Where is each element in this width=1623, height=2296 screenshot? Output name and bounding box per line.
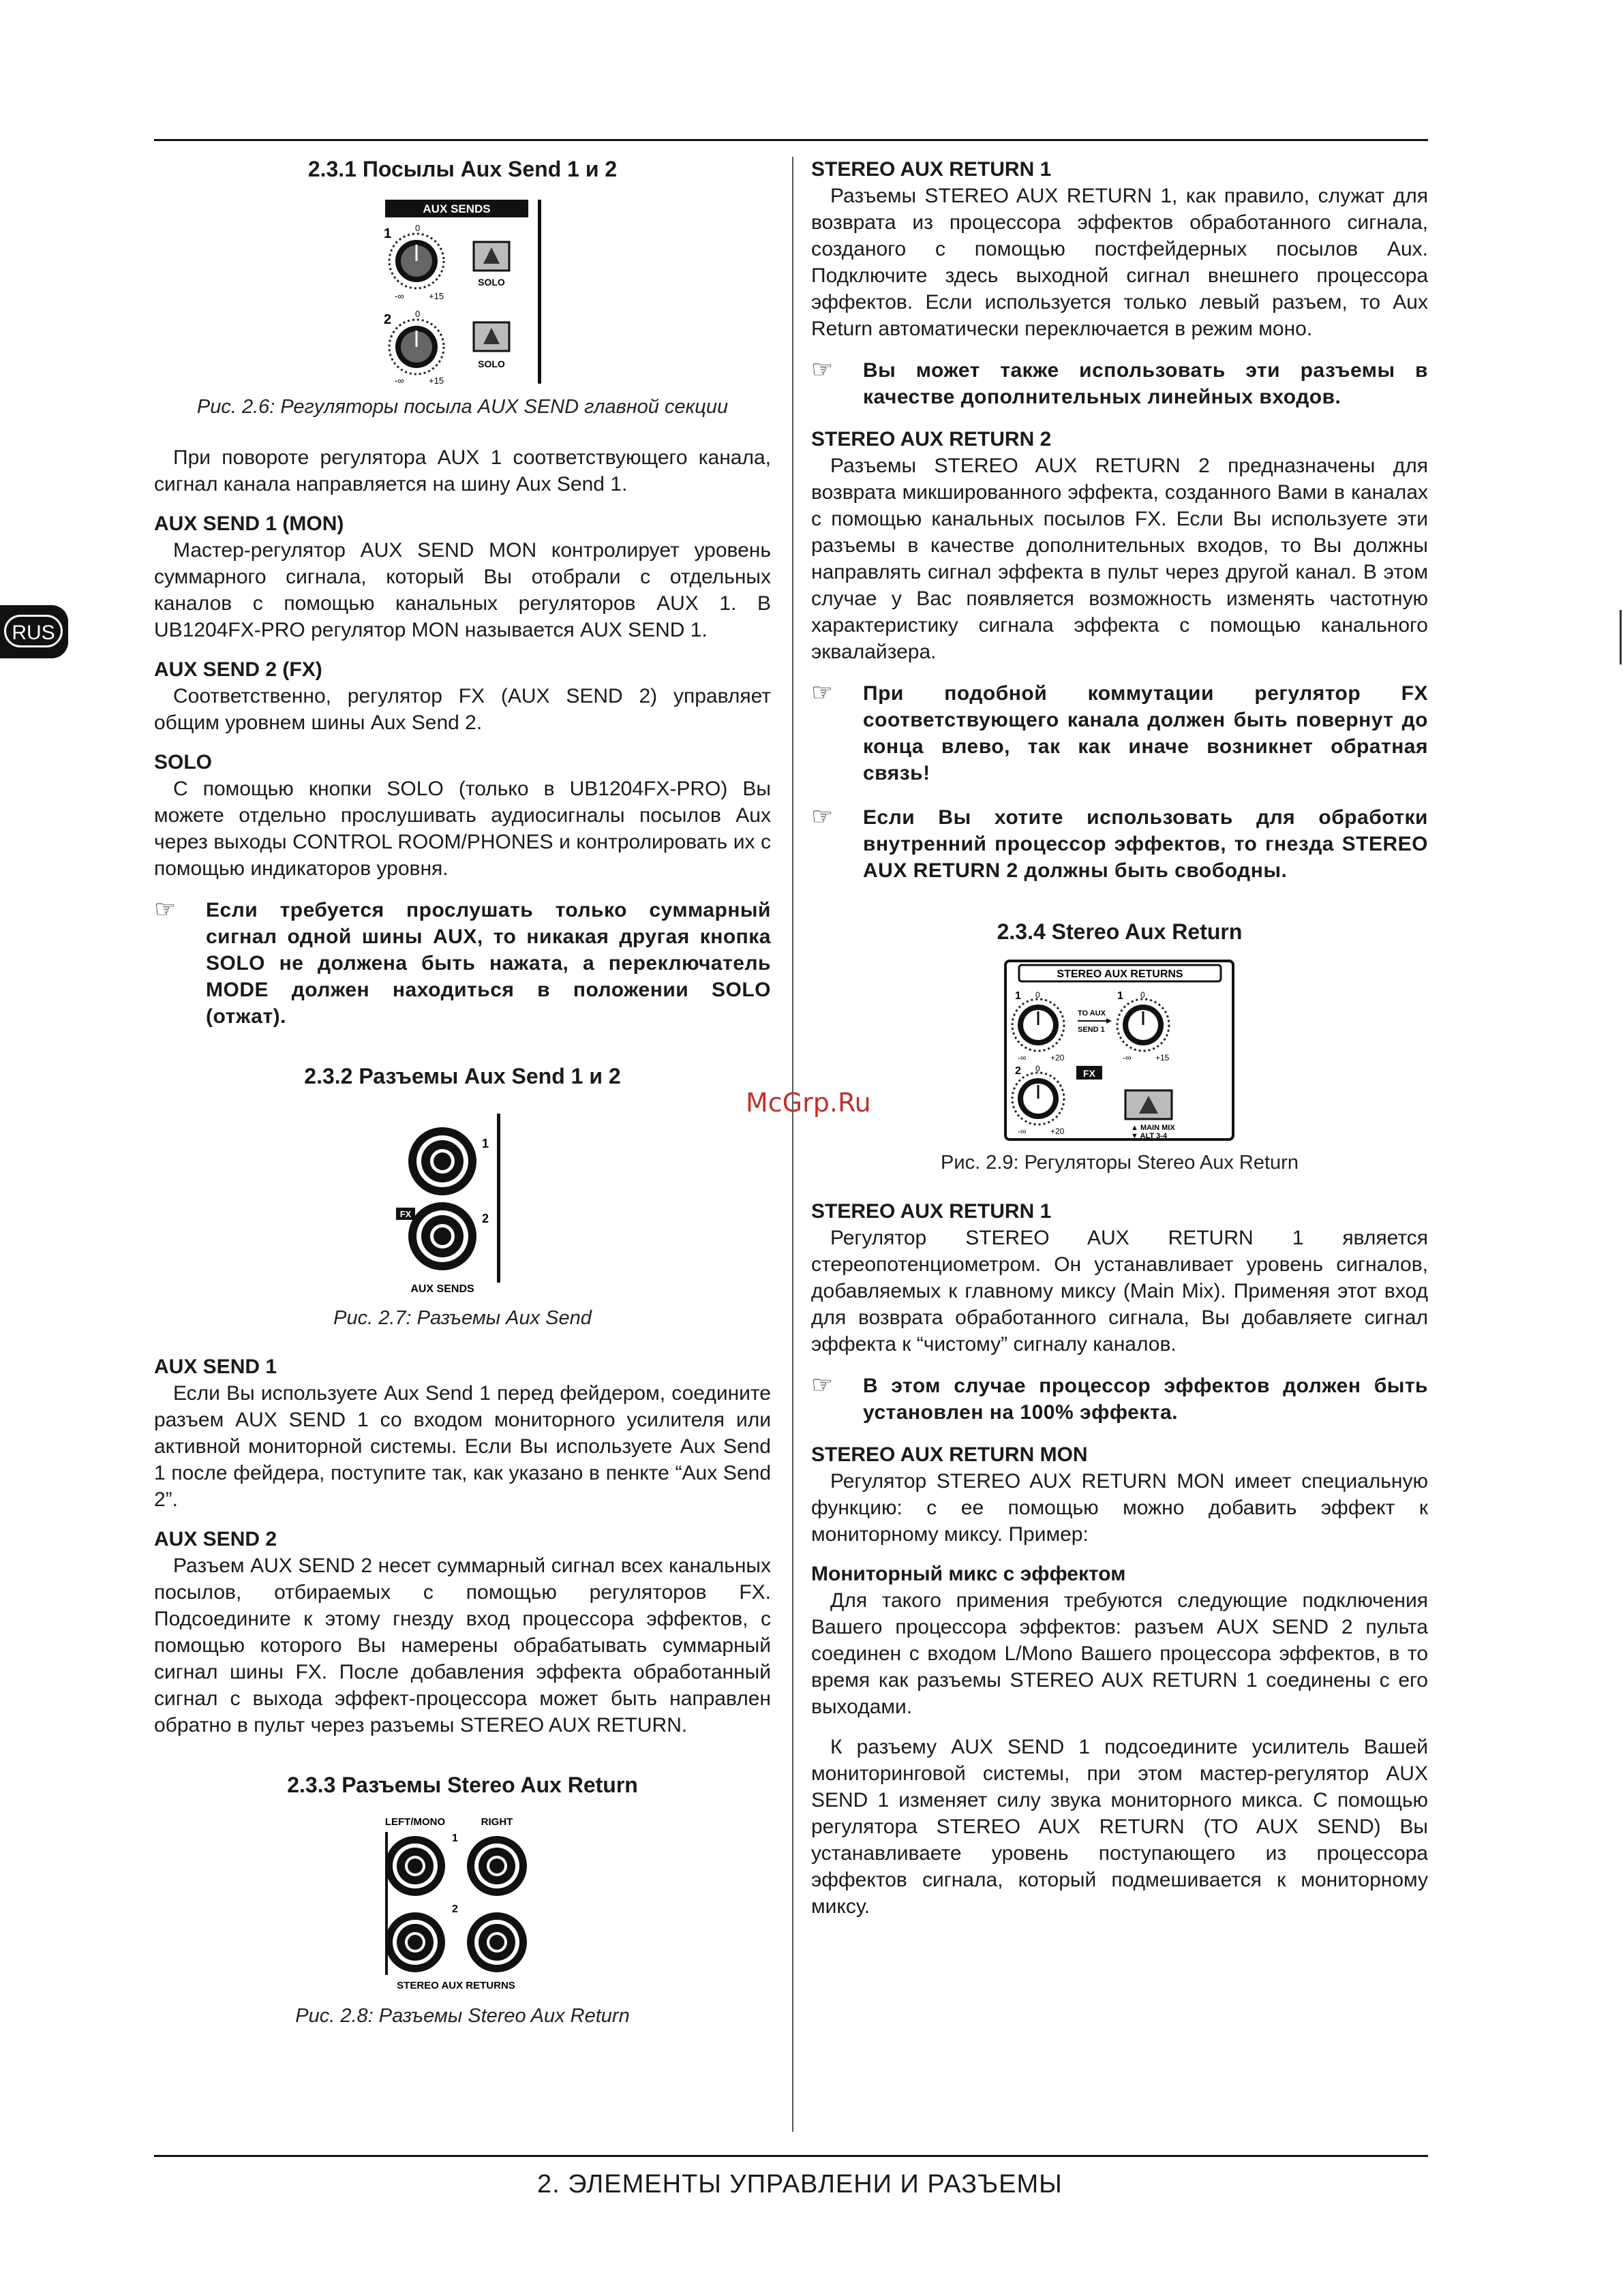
knob-2-zero: 0	[414, 309, 420, 319]
language-tab-label: RUS	[4, 615, 63, 647]
column-divider	[792, 157, 793, 2132]
paragraph: Регулятор STEREO AUX RETURN MON имеет специальную функцию: с ее помощью можно добавить эффект к мониторному миксу. Пример:	[811, 1470, 1428, 1546]
svg-text:+15: +15	[1155, 1053, 1169, 1062]
svg-text:0: 0	[1035, 990, 1040, 1000]
knob-2-min: -∞	[394, 376, 404, 386]
knob-1-number: 1	[383, 226, 391, 241]
language-tab	[0, 605, 68, 658]
knob-2-max: +15	[428, 376, 444, 386]
heading-monitor-mix-example: Мониторный микс с эффектом	[811, 1563, 1126, 1585]
right-column	[811, 158, 1428, 1925]
jack-2-number: 2	[481, 1212, 489, 1225]
svg-text:+20: +20	[1050, 1053, 1064, 1062]
svg-text:-∞: -∞	[1017, 1053, 1027, 1062]
aux-sends-label: AUX SENDS	[410, 1283, 474, 1295]
figure-aux-send-controls	[381, 196, 545, 386]
solo-label-2: SOLO	[477, 358, 505, 369]
note-internal-fx	[811, 804, 1428, 884]
svg-text:▼ ALT 3-4: ▼ ALT 3-4	[1130, 1132, 1167, 1140]
svg-text:1: 1	[1117, 990, 1123, 1002]
note-linear-inputs	[811, 357, 1428, 410]
fig-header-label: AUX SENDS	[422, 202, 491, 215]
heading-stereo-aux-return-1: STEREO AUX RETURN 1	[811, 1200, 1052, 1223]
paragraph: К разъему AUX SEND 1 подсоедините усилитель Вашей мониторинговой системы, при этом мастер-регулятор AUX SEND 1 изменяет силу звука мониторного микса. С помощью регулятора STEREO AUX RETURN (TO AUX SEND) Вы устанавливаете уровень поступающего из процессора эффектов сигнала, который подмешивается к мониторному миксу.	[811, 1736, 1428, 1918]
figure-2-8-caption: Рис. 2.8: Разъемы Stereo Aux Return	[295, 2005, 630, 2027]
svg-text:-∞: -∞	[1122, 1053, 1132, 1062]
svg-text:-∞: -∞	[1017, 1127, 1027, 1136]
heading-stereo-aux-return-2: STEREO AUX RETURN 2	[811, 428, 1052, 450]
section-2-3-1-title: 2.3.1 Посылы Aux Send 1 и 2	[307, 157, 618, 181]
return-2-number: 2	[451, 1903, 458, 1915]
figure-2-7-caption: Рис. 2.7: Разъемы Aux Send	[333, 1307, 592, 1329]
note-text: В этом случае процессор эффектов должен быть установлен на 100% эффекта.	[863, 1375, 1428, 1424]
pointing-hand-icon: ☞	[811, 1371, 834, 1398]
figure-stereo-aux-return-jacks	[374, 1811, 551, 1995]
jack-1-number: 1	[481, 1137, 489, 1150]
heading-stereo-aux-return-mon: STEREO AUX RETURN MON	[811, 1443, 1088, 1466]
right-label: RIGHT	[481, 1816, 513, 1828]
fx-badge: FX	[1082, 1068, 1095, 1079]
fx-badge: FX	[399, 1209, 411, 1219]
knob-2-number: 2	[383, 312, 391, 327]
solo-label-1: SOLO	[477, 277, 505, 288]
stereo-aux-returns-label: STEREO AUX RETURNS	[396, 1980, 515, 1991]
svg-text:1: 1	[1014, 990, 1021, 1002]
pointing-hand-icon: ☞	[811, 355, 834, 383]
heading-solo: SOLO	[154, 751, 213, 774]
svg-text:2: 2	[1014, 1065, 1021, 1077]
paragraph: Регулятор STEREO AUX RETURN 1 является стереопотенциометром. Он устанавливает уровень сигналов, добавляемых к главному миксу (Main Mix). Применяя этот вход для возврата обработанного сигнала, Вы добавляете сигнал эффекта к “чистому” сигналу каналов.	[811, 1227, 1428, 1356]
paragraph: Если Вы используете Aux Send 1 перед фейдером, соедините разъем AUX SEND 1 со входом мониторного усилителя или активной мониторной системы. Если Вы используете Aux Send 1 после фейдера, поступите так, как указано в пенкте “Aux Send 2”.	[154, 1382, 771, 1511]
paragraph: Разъемы STEREO AUX RETURN 1, как правило, служат для возврата из процессора эффектов обработанного сигнала, созданого с помощью постфейдерных посылов Aux. Подключите здесь выходной сигнал внешнего процессора эффектов. Если используется только левый разъем, то Aux Return автоматически переключается в режим моно.	[811, 185, 1428, 340]
paragraph: При повороте регулятора AUX 1 соответствующего канала, сигнал канала направляется на шину Aux Send 1.	[154, 446, 771, 495]
right-edge-mark	[1620, 610, 1622, 664]
heading-aux-send-1-mon: AUX SEND 1 (MON)	[154, 512, 344, 535]
heading-aux-send-1: AUX SEND 1	[154, 1356, 277, 1378]
paragraph: Мастер-регулятор AUX SEND MON контролирует уровень суммарного сигнала, который Вы отобрали с отдельных каналов с помощью канальных регуляторов AUX 1. В UB1204FX-PRO регулятор MON называется AUX SEND 1.	[154, 539, 771, 641]
section-2-3-3-title: 2.3.3 Разъемы Stereo Aux Return	[287, 1773, 638, 1797]
note-text: Если Вы хотите использовать для обработки внутренний процессор эффектов, то гнезда STEREO AUX RETURN 2 должны быть свободны.	[863, 806, 1428, 882]
svg-text:0: 0	[1140, 990, 1145, 1000]
heading-aux-send-2-fx: AUX SEND 2 (FX)	[154, 658, 322, 681]
page-footer: 2. ЭЛЕМЕНТЫ УПРАВЛЕНИ И РАЗЪЕМЫ	[537, 2170, 1063, 2199]
section-2-3-2-title: 2.3.2 Разъемы Aux Send 1 и 2	[304, 1064, 621, 1088]
figure-stereo-aux-return-controls	[1004, 958, 1236, 1142]
top-rule	[154, 139, 1428, 141]
figure-2-6-caption: Рис. 2.6: Регуляторы посыла AUX SEND главной секции	[196, 396, 729, 418]
knob-1-min: -∞	[394, 291, 404, 301]
paragraph: Соответственно, регулятор FX (AUX SEND 2) управляет общим уровнем шины Aux Send 2.	[154, 685, 771, 734]
svg-text:▲ MAIN MIX: ▲ MAIN MIX	[1130, 1124, 1175, 1132]
pointing-hand-icon: ☞	[154, 895, 177, 923]
return-1-number: 1	[451, 1833, 458, 1844]
knob-1-zero: 0	[414, 223, 420, 233]
pointing-hand-icon: ☞	[811, 802, 834, 830]
bottom-rule	[154, 2155, 1428, 2157]
knob-1-max: +15	[428, 291, 444, 301]
left-column	[154, 157, 771, 2053]
watermark: McGrp.Ru	[746, 1088, 871, 1118]
to-aux-label: TO AUX	[1077, 1009, 1106, 1017]
paragraph: С помощью кнопки SOLO (только в UB1204FX-PRO) Вы можете отдельно прослушивать аудиосигналы посылов Aux через выходы CONTROL ROOM/PHONES и контролировать их с помощью индикаторов уровня.	[154, 778, 771, 880]
note-100-percent	[811, 1373, 1428, 1426]
note-text: Вы может также использовать эти разъемы в качестве дополнительных линейных входов.	[863, 359, 1428, 408]
paragraph: Разъемы STEREO AUX RETURN 2 предназначены для возврата микшированного эффекта, созданного Вами в каналах с помощью канальных посылов FX. Если Вы используете эти разъемы в качестве дополнительных входов, то Вы должны направлять сигнал эффекта в пульт через другой канал. В этом случае у Вас появляется возможность изменять частотную характеристику сигнала эффекта с помощью канального эквалайзера.	[811, 455, 1428, 663]
figure-2-9-caption: Рис. 2.9: Регуляторы Stereo Aux Return	[941, 1152, 1299, 1174]
note-feedback	[811, 680, 1428, 786]
paragraph: Для такого примения требуются следующие подключения Вашего процессора эффектов: разъем AUX SEND 2 пульта соединен с входом L/Mono Вашего процессора эффектов, в то время как разъемы STEREO AUX RETURN 1 соединены с его выходами.	[811, 1589, 1428, 1718]
send-1-label: SEND 1	[1077, 1026, 1105, 1034]
section-2-3-4-title: 2.3.4 Stereo Aux Return	[997, 919, 1243, 944]
note-solo	[154, 897, 771, 1030]
note-text: Если требуется прослушать только суммарный сигнал одной шины AUX, то никакая другая кнопка SOLO не должена быть нажата, а переключатель MODE должен находиться в положении SOLO (отжат).	[206, 899, 771, 1028]
heading-stereo-aux-return-1: STEREO AUX RETURN 1	[811, 158, 1052, 181]
heading-aux-send-2: AUX SEND 2	[154, 1528, 277, 1550]
fig-header-label: STEREO AUX RETURNS	[1056, 968, 1183, 980]
svg-text:+20: +20	[1050, 1127, 1064, 1136]
note-text: При подобной коммутации регулятор FX соответствующего канала должен быть повернут до конца влево, так как иначе возникнет обратная связь!	[863, 682, 1428, 784]
svg-text:0: 0	[1035, 1064, 1040, 1073]
paragraph: Разъем AUX SEND 2 несет суммарный сигнал всех канальных посылов, отбираемых с помощью регуляторов FX. Подсоедините к этому гнезду вход процессора эффектов, с помощью которого Вы намерены обрабатывать суммарный сигнал шины FX. После добавления эффекта обработанный сигнал с выхода эффект-процессора может быть направлен обратно в пульт через разъемы STEREO AUX RETURN.	[154, 1555, 771, 1736]
left-mono-label: LEFT/MONO	[384, 1816, 445, 1828]
pointing-hand-icon: ☞	[811, 678, 834, 706]
figure-aux-send-jacks	[395, 1114, 531, 1298]
